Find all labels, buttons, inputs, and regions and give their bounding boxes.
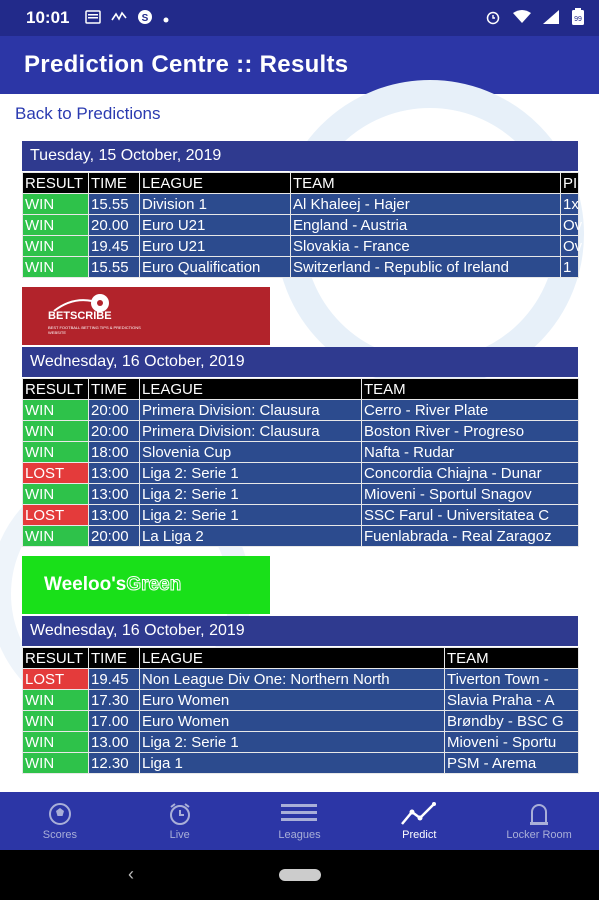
- skype-icon: [137, 9, 153, 28]
- battery-level: 99: [574, 15, 582, 23]
- locker-room-icon: [528, 802, 550, 826]
- time-cell: 15.55: [89, 257, 140, 278]
- table-row: [23, 505, 579, 526]
- team-cell: Brøndby - BSC G: [445, 711, 579, 732]
- nav-item-scores[interactable]: [0, 792, 120, 850]
- result-cell: WIN: [23, 690, 89, 711]
- team-cell: Slavia Praha - A: [445, 690, 579, 711]
- betscribe-ad-banner[interactable]: [22, 287, 270, 345]
- result-cell: LOST: [23, 669, 89, 690]
- time-cell: 20.00: [89, 215, 140, 236]
- team-cell: Mioveni - Sportu: [445, 732, 579, 753]
- betscribe-logo-text: BETSCRIBE: [48, 310, 112, 322]
- table-row: [23, 194, 579, 215]
- prediction-cell: 1: [561, 257, 579, 278]
- date-header: Wednesday, 16 October, 2019: [22, 347, 578, 377]
- result-cell: WIN: [23, 194, 89, 215]
- column-header-result: RESULT: [23, 648, 89, 669]
- league-cell: Primera Division: Clausura: [140, 421, 362, 442]
- column-header-result: RESULT: [23, 379, 89, 400]
- signature-icon: [111, 10, 127, 27]
- column-header-time: TIME: [89, 379, 140, 400]
- menu-lines-icon: [280, 802, 318, 826]
- column-header-team: TEAM: [445, 648, 579, 669]
- date-header: Wednesday, 16 October, 2019: [22, 616, 578, 646]
- nav-item-leagues[interactable]: [240, 792, 360, 850]
- results-table: [22, 378, 579, 547]
- table-row: [23, 732, 579, 753]
- alarm-clock-icon: [167, 802, 193, 826]
- weeloos-green-ad-banner[interactable]: [22, 556, 270, 614]
- result-cell: WIN: [23, 257, 89, 278]
- league-cell: Primera Division: Clausura: [140, 400, 362, 421]
- result-cell: WIN: [23, 236, 89, 257]
- table-row: [23, 257, 579, 278]
- time-cell: 13:00: [89, 484, 140, 505]
- time-cell: 19.45: [89, 236, 140, 257]
- page-title: Prediction Centre :: Results: [24, 51, 349, 78]
- league-cell: Euro Qualification: [140, 257, 291, 278]
- svg-text:S: S: [142, 12, 149, 24]
- signal-icon: [543, 10, 559, 27]
- prediction-cell: Ov: [561, 215, 579, 236]
- back-to-predictions-link[interactable]: Back to Predictions: [15, 104, 161, 123]
- league-cell: Liga 2: Serie 1: [140, 505, 362, 526]
- time-cell: 17.00: [89, 711, 140, 732]
- bottom-navigation: [0, 792, 599, 850]
- weeloos-logo-text: Weeloo'sGreen: [44, 574, 182, 595]
- nav-label-live: Live: [169, 828, 190, 841]
- result-cell: WIN: [23, 711, 89, 732]
- alarm-icon: [485, 9, 501, 28]
- time-cell: 20:00: [89, 400, 140, 421]
- date-header: Tuesday, 15 October, 2019: [22, 141, 578, 171]
- league-cell: Non League Div One: Northern North: [140, 669, 445, 690]
- table-row: [23, 711, 579, 732]
- news-icon: [85, 10, 101, 27]
- time-cell: 13:00: [89, 463, 140, 484]
- league-cell: Liga 2: Serie 1: [140, 732, 445, 753]
- wifi-icon: [513, 10, 531, 27]
- result-cell: LOST: [23, 463, 89, 484]
- league-cell: La Liga 2: [140, 526, 362, 547]
- column-header-result: RESULT: [23, 173, 89, 194]
- betscribe-tagline: BEST FOOTBALL BETTING TIPS & PREDICTIONS WEBSITE: [48, 325, 141, 335]
- time-cell: 19.45: [89, 669, 140, 690]
- table-row: [23, 442, 579, 463]
- time-cell: 20:00: [89, 526, 140, 547]
- time-cell: 13:00: [89, 505, 140, 526]
- team-cell: England - Austria: [291, 215, 561, 236]
- table-row: [23, 753, 579, 774]
- results-table: [22, 172, 583, 278]
- league-cell: Liga 1: [140, 753, 445, 774]
- team-cell: Tiverton Town -: [445, 669, 579, 690]
- league-cell: Euro Women: [140, 711, 445, 732]
- result-cell: WIN: [23, 421, 89, 442]
- result-cell: WIN: [23, 215, 89, 236]
- result-cell: WIN: [23, 400, 89, 421]
- table-header-row: [23, 173, 579, 194]
- prediction-cell: 1x: [561, 194, 579, 215]
- app-bar: [0, 36, 599, 94]
- team-cell: Cerro - River Plate: [362, 400, 579, 421]
- result-cell: WIN: [23, 526, 89, 547]
- league-cell: Slovenia Cup: [140, 442, 362, 463]
- table-row: [23, 215, 579, 236]
- system-navigation-bar: [0, 850, 599, 900]
- team-cell: Boston River - Progreso: [362, 421, 579, 442]
- column-header-time: TIME: [89, 173, 140, 194]
- team-cell: Slovakia - France: [291, 236, 561, 257]
- soccer-ball-icon: [47, 802, 73, 826]
- nav-label-locker-room: Locker Room: [506, 828, 572, 841]
- nav-item-predict[interactable]: [359, 792, 479, 850]
- league-cell: Euro Women: [140, 690, 445, 711]
- prediction-cell: Ov: [561, 236, 579, 257]
- league-cell: Liga 2: Serie 1: [140, 463, 362, 484]
- table-row: [23, 236, 579, 257]
- status-time: 10:01: [26, 8, 70, 27]
- result-cell: WIN: [23, 732, 89, 753]
- nav-item-locker-room[interactable]: [479, 792, 599, 850]
- table-header-row: [23, 379, 579, 400]
- system-home-pill[interactable]: [279, 869, 321, 881]
- time-cell: 18:00: [89, 442, 140, 463]
- column-header-prediction: PI: [561, 173, 579, 194]
- team-cell: Al Khaleej - Hajer: [291, 194, 561, 215]
- results-table: [22, 647, 579, 774]
- table-row: [23, 690, 579, 711]
- nav-label-predict: Predict: [402, 828, 437, 841]
- table-row: [23, 421, 579, 442]
- league-cell: Division 1: [140, 194, 291, 215]
- team-cell: Fuenlabrada - Real Zaragoz: [362, 526, 579, 547]
- team-cell: PSM - Arema: [445, 753, 579, 774]
- time-cell: 12.30: [89, 753, 140, 774]
- nav-label-leagues: Leagues: [278, 828, 321, 841]
- result-cell: LOST: [23, 505, 89, 526]
- results-content[interactable]: [0, 94, 599, 792]
- column-header-team: TEAM: [362, 379, 579, 400]
- table-row: [23, 400, 579, 421]
- result-cell: WIN: [23, 484, 89, 505]
- battery-icon: [571, 8, 585, 29]
- result-cell: WIN: [23, 753, 89, 774]
- column-header-time: TIME: [89, 648, 140, 669]
- column-header-league: LEAGUE: [140, 379, 362, 400]
- result-cell: WIN: [23, 442, 89, 463]
- league-cell: Liga 2: Serie 1: [140, 484, 362, 505]
- table-row: [23, 526, 579, 547]
- league-cell: Euro U21: [140, 236, 291, 257]
- status-bar: [0, 0, 599, 36]
- time-cell: 15.55: [89, 194, 140, 215]
- team-cell: Concordia Chiajna - Dunar: [362, 463, 579, 484]
- dot-icon: [163, 10, 169, 26]
- nav-label-scores: Scores: [42, 828, 78, 841]
- table-row: [23, 669, 579, 690]
- time-cell: 17.30: [89, 690, 140, 711]
- team-cell: Nafta - Rudar: [362, 442, 579, 463]
- league-cell: Euro U21: [140, 215, 291, 236]
- team-cell: Switzerland - Republic of Ireland: [291, 257, 561, 278]
- column-header-team: TEAM: [291, 173, 561, 194]
- time-cell: 20:00: [89, 421, 140, 442]
- team-cell: SSC Farul - Universitatea C: [362, 505, 579, 526]
- column-header-league: LEAGUE: [140, 173, 291, 194]
- chart-line-icon: [400, 802, 438, 826]
- table-header-row: [23, 648, 579, 669]
- table-row: [23, 463, 579, 484]
- team-cell: Mioveni - Sportul Snagov: [362, 484, 579, 505]
- table-row: [23, 484, 579, 505]
- time-cell: 13.00: [89, 732, 140, 753]
- system-back-icon[interactable]: ‹: [128, 864, 134, 884]
- nav-item-live[interactable]: [120, 792, 240, 850]
- column-header-league: LEAGUE: [140, 648, 445, 669]
